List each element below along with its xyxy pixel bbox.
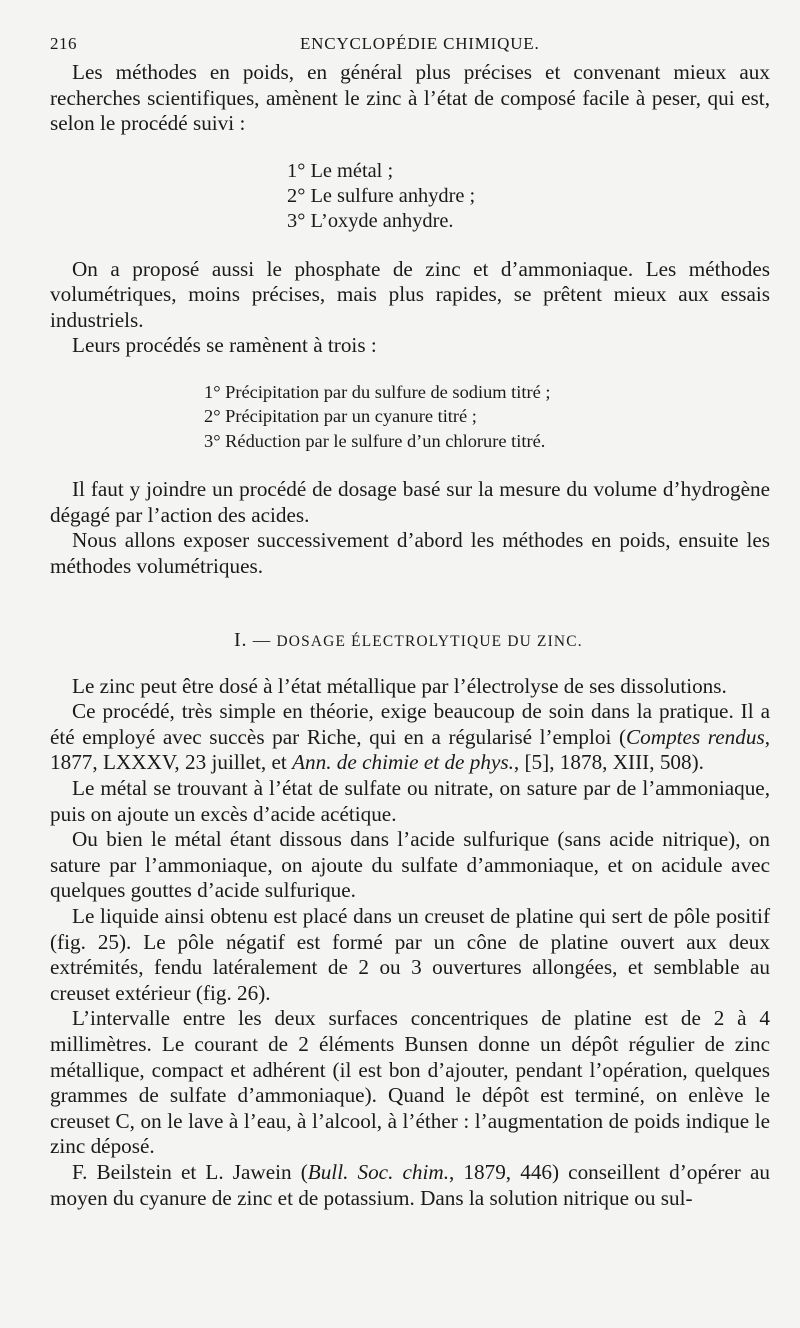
paragraph-bunsen-current: L’intervalle entre les deux surfaces concentriques de platine est de 2 à 4 millimètres. Le courant de 2 éléments Bunsen donne un dépôt régulier de zinc métallique, compact et adhérent (il est bon d’ajouter, pendant l’opération, quelques grammes de sulfate d’ammoniaque). Quand le dépôt est terminé, on enlève le creuset C, on le lave à l’eau, à l’alcool, à l’éther : l’augmentation de poids indique le zinc déposé. [50, 1006, 770, 1159]
paragraph-sulfate-nitrate: Le métal se trouvant à l’état de sulfate ou nitrate, on sature par de l’ammoniaque, puis on ajoute un excès d’acide acétique. [50, 776, 770, 826]
paragraph-sulfuric-acid: Ou bien le métal étant dissous dans l’acide sulfurique (sans acide nitrique), on sature par l’ammoniaque, on ajoute du sulfate d’ammoniaque, et on acidule avec quelques gouttes d’acide sulfurique. [50, 827, 770, 903]
paragraph-three-procedures: Leurs procédés se ramènent à trois : [72, 333, 377, 358]
paragraph-weight-methods: Les méthodes en poids, en général plus précises et convenant mieux aux recherches scientifiques, amènent le zinc à l’état de composé facile à peser, qui est, selon le procédé suivi : [50, 60, 770, 136]
citation-bull-soc-chim: Bull. Soc. chim. [307, 1159, 449, 1184]
paragraph-beilstein-jawein: F. Beilstein et L. Jawein (Bull. Soc. chim., 1879, 446) conseillent d’opérer au moyen du cyanure de zinc et de potassium. Dans la solution nitrique ou sul- [50, 1159, 770, 1210]
paragraph-volumetric-methods: On a proposé aussi le phosphate de zinc et d’ammoniaque. Les méthodes volumétriques, moins précises, mais plus rapides, se prêtent mieux aux essais industriels. [50, 256, 770, 332]
section-heading [50, 628, 770, 654]
list-item: 1° Précipitation par du sulfure de sodium titré ; [204, 382, 551, 403]
list-item: 3° Réduction par le sulfure d’un chlorure titré. [204, 430, 546, 451]
citation-annales: Ann. de chimie et de phys. [292, 750, 514, 775]
section-title: DOSAGE ÉLECTROLYTIQUE DU ZINC. [276, 632, 583, 650]
page-text [50, 60, 770, 1211]
paragraph-riche-procedure: Ce procédé, très simple en théorie, exige beaucoup de soin dans la pratique. Il a été employé avec succès par Riche, qui en a régularisé l’emploi (Comptes rendus, 1877, LXXXV, 23 juillet, et Ann. de chimie et de phys., [5], 1878, XIII, 508). [50, 699, 770, 775]
citation-comptes-rendus: Comptes rendus [626, 724, 765, 749]
running-head [50, 30, 770, 60]
section-numeral: I. [234, 628, 248, 651]
list-volumetric-procedures [50, 380, 770, 453]
list-item: 1° Le métal ; [287, 159, 394, 182]
paragraph-platinum-crucible: Le liquide ainsi obtenu est placé dans un creuset de platine qui sert de pôle positif (fig. 25). Le pôle négatif est formé par un cône de platine ouvert aux deux extrémités, fendu latéralement de 2 ou 3 ouvertures allongées, et semblable au creuset extérieur (fig. 26). [50, 903, 770, 1005]
list-item: 2° Précipitation par un cyanure titré ; [204, 406, 477, 427]
list-item: 3° L’oxyde anhydre. [287, 210, 454, 233]
running-title: ENCYCLOPÉDIE CHIMIQUE. [300, 34, 540, 53]
paragraph-electrolysis: Le zinc peut être dosé à l’état métallique par l’électrolyse de ses dissolutions. [72, 673, 727, 698]
paragraph-exposition-order: Nous allons exposer successivement d’abord les méthodes en poids, ensuite les méthodes volumétriques. [50, 528, 770, 579]
list-weight-compounds [50, 159, 770, 235]
section-dash: — [252, 629, 272, 650]
list-item: 2° Le sulfure anhydre ; [287, 185, 476, 208]
page-number: 216 [50, 34, 77, 53]
paragraph-hydrogen-method: Il faut y joindre un procédé de dosage basé sur la mesure du volume d’hydrogène dégagé par l’action des acides. [50, 477, 770, 527]
